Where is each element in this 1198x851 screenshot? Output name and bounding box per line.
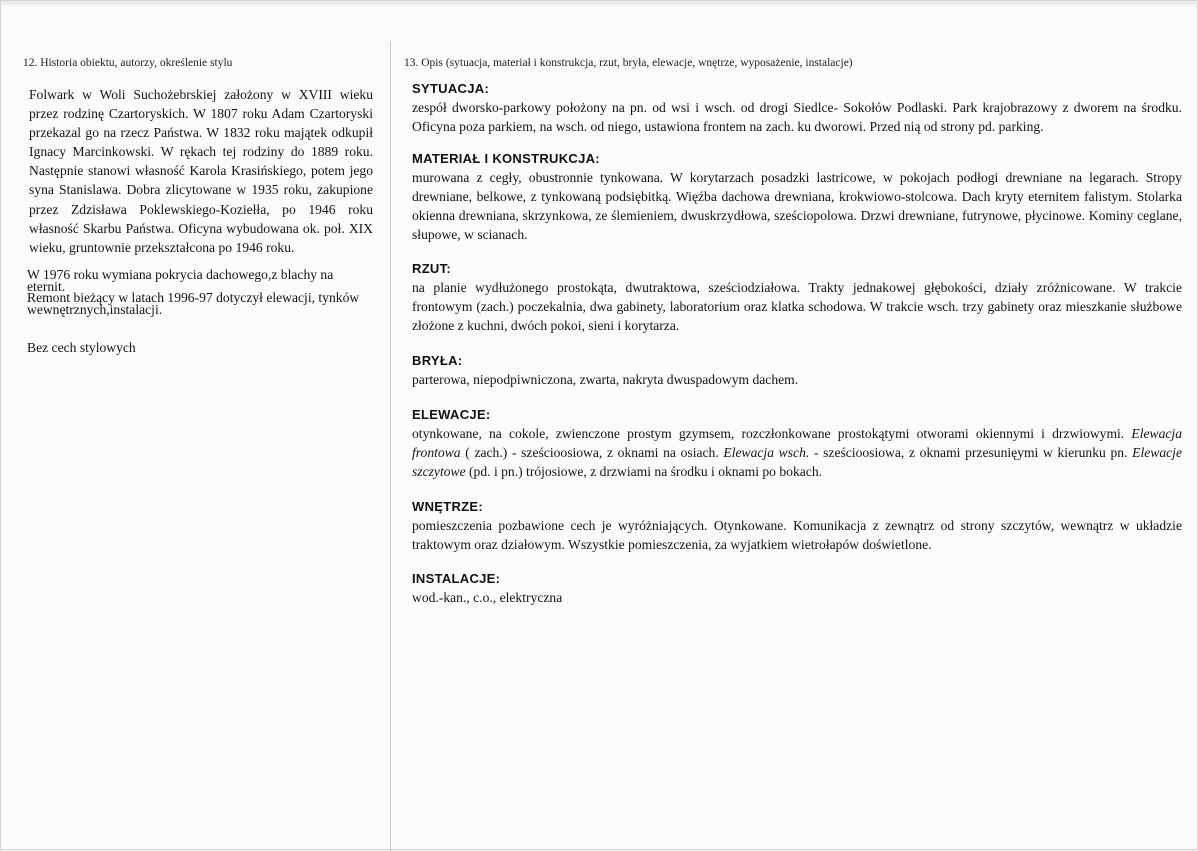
section-elewacje [412,406,1182,481]
elewacje-szczytowe-label: Elewacje szczytowe [412,445,1182,479]
section-title-bryla: BRYŁA: [412,353,463,368]
section-material [412,150,1182,244]
section-title-material: MATERIAŁ I KONSTRUKCJA: [412,151,600,166]
elewacja-frontowa-label: Elewacja frontowa [412,426,1182,460]
section-title-elewacje: ELEWACJE: [412,407,491,422]
section-rzut [412,260,1182,335]
section-title-instalacje: INSTALACJE: [412,571,501,586]
section-instalacje [412,570,1182,607]
section-text-sytuacja: zespół dworsko-parkowy położony na pn. od wsi i wsch. od drogi Siedlce- Sokołów Podlaski. Park krajobrazowy z dworem na środku. Oficyna poza parkiem, na wsch. od niego, ustawiona frontem na zach. ku dworowi. Przed nią od strony pd. parking. [412,100,1182,134]
section-text-instalacje: wod.-kan., c.o., elektryczna [412,590,563,605]
renovation-notes [27,266,373,318]
section-bryla [412,352,1182,389]
style-text: Bez cech stylowych [27,340,136,356]
elewacje-general-text: otynkowane, na cokole, zwienczone prostym gzymsem, rozczłonkowane prostokątymi otworami okiennymi i drzwiowymi. [412,426,1125,441]
history-column [23,55,373,357]
section-sytuacja [412,80,1182,136]
section-title-wnetrze: WNĘTRZE: [412,499,483,514]
column-divider [390,41,391,851]
section-text-rzut: na planie wydłużonego prostokąta, dwutraktowa, sześciodziałowa. Trakty jednakowej głębokości, działy zróżnicowane. W trakcie frontowym (zach.) poczekalnia, dwa gabinety, laboratorium oraz klatka schodowa. W trakcie wsch. trzy gabinety oraz mieszkanie służbowe złożone z kuchni, dwóch pokoi, sieni i korytarza. [412,280,1182,333]
elewacje-szczytowe-text: (pd. i pn.) trójosiowe, z drzwiami na środku i oknami po bokach. [469,464,823,479]
elewacja-wsch-text: - sześcioosiowa, z oknami przesunięymi w kierunku pn. [813,445,1128,460]
section-text-elewacje [412,424,1182,481]
description-column [404,55,1182,607]
section-wnetrze [412,498,1182,554]
elewacja-frontowa-text: ( zach.) - sześcioosiowa, z oknami na osiach. [465,445,719,460]
section-text-material: murowana z cegły, obustronnie tynkowana. W korytarzach posadzki lastricowe, w pokojach podłogi drewniane na legarach. Stropy drewniane, belkowe, z tynkowaną podsiębitką. Więźba dachowa drewniana, krokwiowo-stolcowa. Dach kryty eternitem falistym. Stolarka okienna drewniana, skrzynkowa, ze ślemieniem, dwuskrzydłowa, sześciopolowa. Drzwi drewniane, futrynowe, płycinowe. Kominy ceglane, słupowe, w scianach. [412,170,1182,242]
section-text-bryla: parterowa, niepodpiwniczona, zwarta, nakryta dwuspadowym dachem. [412,372,799,387]
section-text-wnetrze: pomieszczenia pozbawione cech je wyróżniających. Otynkowane. Komunikacja z zewnątrz od strony szczytów, wewnątrz w układzie traktowym oraz działowym. Wszystkie pomieszczenia, za wyjatkiem wietrołapów doświetlone. [412,518,1182,552]
history-text: Folwark w Woli Suchożebrskiej założony w XVIII wieku przez rodzinę Czartoryskich. W 1807 roku Adam Czartoryski przekazal go na rzecz Państwa. W 1832 roku majątek odkupił Ignacy Marcinkowski. W rękach tej rodziny do 1889 roku. Następnie stanowi własność Karola Krasińskiego, potem jego syna Stanislawa. Dobra zlicytowane w 1935 roku, zakupione przez Zdzisława Poklewskiego-Koziełła, po 1946 roku własność Skarbu Państwa. Oficyna wybudowana ok. poł. XIX wieku, gruntownie przekształcona po 1946 roku. [29,87,373,255]
scan-top-edge [1,1,1198,7]
section-title-sytuacja: SYTUACJA: [412,81,490,96]
description-heading: 13. Opis (sytuacja, materiał i konstrukcja, rzut, bryła, elewacje, wnętrze, wyposażenie, instalacje) [404,57,853,69]
roof-replacement-text: W 1976 roku wymiana pokrycia dachowego,z blachy na eternit. [27,266,334,294]
elewacja-wsch-label: Elewacja wsch. [723,445,810,460]
repair-text: Remont bieżący w latach 1996-97 dotyczył elewacji, tynków wewnętrznych,instalacji. [27,290,360,318]
history-heading: 12. Historia obiektu, autorzy, określenie stylu [23,57,233,69]
section-title-rzut: RZUT: [412,261,452,276]
